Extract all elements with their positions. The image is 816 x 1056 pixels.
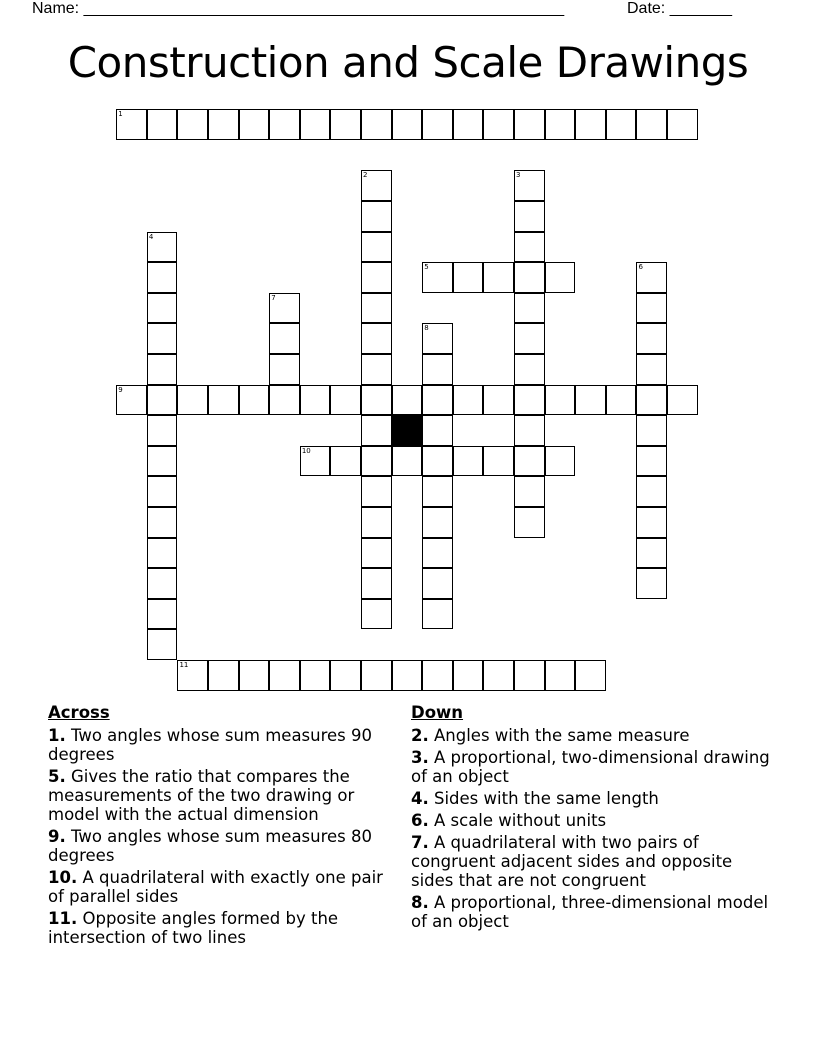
grid-cell[interactable] — [361, 415, 392, 446]
across-clue — [48, 726, 393, 764]
grid-cell[interactable] — [147, 507, 178, 538]
grid-cell[interactable] — [392, 660, 423, 691]
clue-number-label: 9 — [118, 385, 123, 394]
grid-cell[interactable] — [545, 660, 576, 691]
across-clues — [48, 703, 393, 950]
grid-cell[interactable] — [361, 109, 392, 140]
grid-cell[interactable] — [147, 538, 178, 569]
clue-number-label: 3 — [516, 171, 521, 180]
grid-cell[interactable] — [422, 415, 453, 446]
grid-cell[interactable] — [514, 201, 545, 232]
grid-cell[interactable] — [239, 660, 270, 691]
grid-cell[interactable] — [667, 385, 698, 416]
grid-cell[interactable] — [361, 538, 392, 569]
clue-number-label: 2 — [363, 171, 368, 180]
clue-number: 5. — [48, 767, 66, 786]
clue-number-label: 8 — [424, 324, 429, 333]
grid-cell[interactable] — [361, 232, 392, 263]
grid-cell[interactable] — [483, 262, 514, 293]
clue-text: Angles with the same measure — [434, 726, 690, 745]
grid-cell[interactable] — [514, 354, 545, 385]
grid-cell[interactable] — [575, 385, 606, 416]
clue-text: Gives the ratio that compares the measurements of the two drawing or model with the actual dimension — [48, 767, 355, 824]
grid-cell[interactable] — [116, 109, 147, 140]
grid-cell[interactable] — [147, 293, 178, 324]
grid-cell[interactable] — [361, 262, 392, 293]
grid-cell[interactable] — [177, 385, 208, 416]
grid-cell[interactable] — [575, 660, 606, 691]
grid-cell[interactable] — [361, 568, 392, 599]
grid-cell[interactable] — [330, 385, 361, 416]
grid-cell[interactable] — [422, 568, 453, 599]
grid-cell[interactable] — [606, 385, 637, 416]
black-cell — [392, 415, 423, 446]
name-label: Name: — [32, 0, 80, 17]
grid-cell[interactable] — [636, 476, 667, 507]
clue-number: 9. — [48, 827, 66, 846]
grid-cell[interactable] — [300, 109, 331, 140]
clue-text: Two angles whose sum measures 90 degrees — [48, 726, 373, 764]
grid-cell[interactable] — [177, 109, 208, 140]
grid-cell[interactable] — [147, 629, 178, 660]
down-clue — [411, 789, 771, 808]
grid-cell[interactable] — [147, 323, 178, 354]
grid-cell[interactable] — [514, 507, 545, 538]
grid-cell[interactable] — [422, 354, 453, 385]
grid-cell[interactable] — [636, 568, 667, 599]
clue-number: 3. — [411, 748, 429, 767]
grid-cell[interactable] — [422, 476, 453, 507]
grid-cell[interactable] — [483, 446, 514, 477]
grid-cell[interactable] — [269, 323, 300, 354]
grid-cell[interactable] — [361, 660, 392, 691]
across-clue — [48, 868, 393, 906]
clue-number: 4. — [411, 789, 429, 808]
grid-cell[interactable] — [667, 109, 698, 140]
grid-cell[interactable] — [514, 323, 545, 354]
grid-cell[interactable] — [514, 660, 545, 691]
grid-cell[interactable] — [392, 446, 423, 477]
grid-cell[interactable] — [177, 660, 208, 691]
grid-cell[interactable] — [514, 415, 545, 446]
grid-cell[interactable] — [636, 354, 667, 385]
clue-text: Sides with the same length — [434, 789, 659, 808]
grid-cell[interactable] — [545, 109, 576, 140]
grid-cell[interactable] — [208, 660, 239, 691]
grid-cell[interactable] — [116, 385, 147, 416]
grid-cell[interactable] — [636, 323, 667, 354]
clue-number: 1. — [48, 726, 66, 745]
down-clue — [411, 726, 771, 745]
grid-cell[interactable] — [147, 354, 178, 385]
grid-cell[interactable] — [208, 109, 239, 140]
grid-cell[interactable] — [514, 170, 545, 201]
grid-cell[interactable] — [514, 293, 545, 324]
clue-text: Opposite angles formed by the intersection of two lines — [48, 909, 339, 947]
clue-number: 7. — [411, 833, 429, 852]
grid-cell[interactable] — [636, 293, 667, 324]
grid-cell[interactable] — [361, 507, 392, 538]
grid-cell[interactable] — [636, 262, 667, 293]
grid-cell[interactable] — [514, 109, 545, 140]
down-clue — [411, 811, 771, 830]
grid-cell[interactable] — [422, 323, 453, 354]
grid-cell[interactable] — [147, 568, 178, 599]
grid-cell[interactable] — [514, 385, 545, 416]
grid-cell[interactable] — [636, 446, 667, 477]
clue-number-label: 7 — [271, 293, 276, 302]
grid-cell[interactable] — [422, 538, 453, 569]
grid-cell[interactable] — [269, 109, 300, 140]
grid-cell[interactable] — [422, 109, 453, 140]
grid-cell[interactable] — [300, 446, 331, 477]
grid-cell[interactable] — [514, 446, 545, 477]
clue-number-label: 5 — [424, 263, 429, 272]
clue-number: 2. — [411, 726, 429, 745]
grid-cell[interactable] — [361, 599, 392, 630]
down-clue — [411, 833, 771, 890]
grid-cell[interactable] — [636, 109, 667, 140]
grid-cell[interactable] — [208, 385, 239, 416]
name-line[interactable]: ______________________________________________________ — [83, 0, 565, 17]
grid-cell[interactable] — [514, 476, 545, 507]
grid-cell[interactable] — [269, 385, 300, 416]
clue-text: A proportional, two-dimensional drawing of an object — [411, 748, 770, 786]
across-heading: Across — [48, 703, 110, 722]
grid-cell[interactable] — [361, 201, 392, 232]
grid-cell[interactable] — [269, 660, 300, 691]
grid-cell[interactable] — [330, 109, 361, 140]
grid-cell[interactable] — [545, 446, 576, 477]
grid-cell[interactable] — [239, 385, 270, 416]
grid-cell[interactable] — [269, 354, 300, 385]
grid-cell[interactable] — [422, 599, 453, 630]
grid-cell[interactable] — [147, 109, 178, 140]
grid-cell[interactable] — [422, 660, 453, 691]
clue-number: 8. — [411, 893, 429, 912]
across-clue — [48, 909, 393, 947]
grid-cell[interactable] — [606, 109, 637, 140]
grid-cell[interactable] — [361, 293, 392, 324]
grid-cell[interactable] — [392, 109, 423, 140]
grid-cell[interactable] — [636, 538, 667, 569]
across-clue — [48, 767, 393, 824]
date-line[interactable]: _______ — [669, 0, 732, 17]
grid-cell[interactable] — [361, 354, 392, 385]
grid-cell[interactable] — [361, 323, 392, 354]
grid-cell[interactable] — [300, 660, 331, 691]
date-field[interactable] — [627, 0, 732, 18]
clue-text: Two angles whose sum measures 80 degrees — [48, 827, 373, 865]
date-label: Date: — [627, 0, 666, 17]
down-clue — [411, 893, 771, 931]
grid-cell[interactable] — [514, 262, 545, 293]
grid-cell[interactable] — [453, 446, 484, 477]
grid-cell[interactable] — [422, 507, 453, 538]
grid-cell[interactable] — [147, 476, 178, 507]
grid-cell[interactable] — [392, 385, 423, 416]
clue-number: 10. — [48, 868, 78, 887]
grid-cell[interactable] — [453, 385, 484, 416]
name-field[interactable] — [32, 0, 564, 18]
grid-cell[interactable] — [453, 109, 484, 140]
clue-number-label: 11 — [179, 661, 189, 670]
grid-cell[interactable] — [147, 599, 178, 630]
grid-cell[interactable] — [453, 262, 484, 293]
grid-cell[interactable] — [575, 109, 606, 140]
grid-cell[interactable] — [147, 415, 178, 446]
clue-number-label: 6 — [638, 263, 643, 272]
clue-text: A quadrilateral with two pairs of congruent adjacent sides and opposite sides that are not congruent — [411, 833, 733, 890]
grid-cell[interactable] — [147, 262, 178, 293]
down-heading: Down — [411, 703, 464, 722]
grid-cell[interactable] — [361, 446, 392, 477]
grid-cell[interactable] — [361, 385, 392, 416]
grid-cell[interactable] — [545, 385, 576, 416]
grid-cell[interactable] — [361, 170, 392, 201]
across-clue — [48, 827, 393, 865]
clue-text: A proportional, three-dimensional model of an object — [411, 893, 769, 931]
clue-number: 6. — [411, 811, 429, 830]
grid-cell[interactable] — [483, 385, 514, 416]
grid-cell[interactable] — [147, 385, 178, 416]
grid-cell[interactable] — [330, 660, 361, 691]
clue-text: A scale without units — [434, 811, 607, 830]
clue-number-label: 10 — [301, 446, 311, 455]
grid-cell[interactable] — [361, 476, 392, 507]
grid-cell[interactable] — [483, 660, 514, 691]
grid-cell[interactable] — [422, 446, 453, 477]
grid-cell[interactable] — [330, 446, 361, 477]
down-clue — [411, 748, 771, 786]
clue-number-label: 4 — [148, 232, 154, 241]
grid-cell[interactable] — [147, 446, 178, 477]
clue-text: A quadrilateral with exactly one pair of parallel sides — [48, 868, 383, 906]
grid-cell[interactable] — [422, 262, 453, 293]
page-title: Construction and Scale Drawings — [67, 38, 749, 87]
grid-cell[interactable] — [300, 385, 331, 416]
down-clues — [411, 703, 771, 934]
grid-cell[interactable] — [239, 109, 270, 140]
grid-cell[interactable] — [545, 262, 576, 293]
grid-cell[interactable] — [453, 660, 484, 691]
grid-cell[interactable] — [636, 507, 667, 538]
clue-number-label: 1 — [118, 110, 123, 119]
grid-cell[interactable] — [514, 232, 545, 263]
clue-number: 11. — [48, 909, 78, 928]
grid-cell[interactable] — [147, 232, 178, 263]
grid-cell[interactable] — [422, 385, 453, 416]
grid-cell[interactable] — [636, 415, 667, 446]
grid-cell[interactable] — [269, 293, 300, 324]
grid-cell[interactable] — [483, 109, 514, 140]
grid-cell[interactable] — [636, 385, 667, 416]
